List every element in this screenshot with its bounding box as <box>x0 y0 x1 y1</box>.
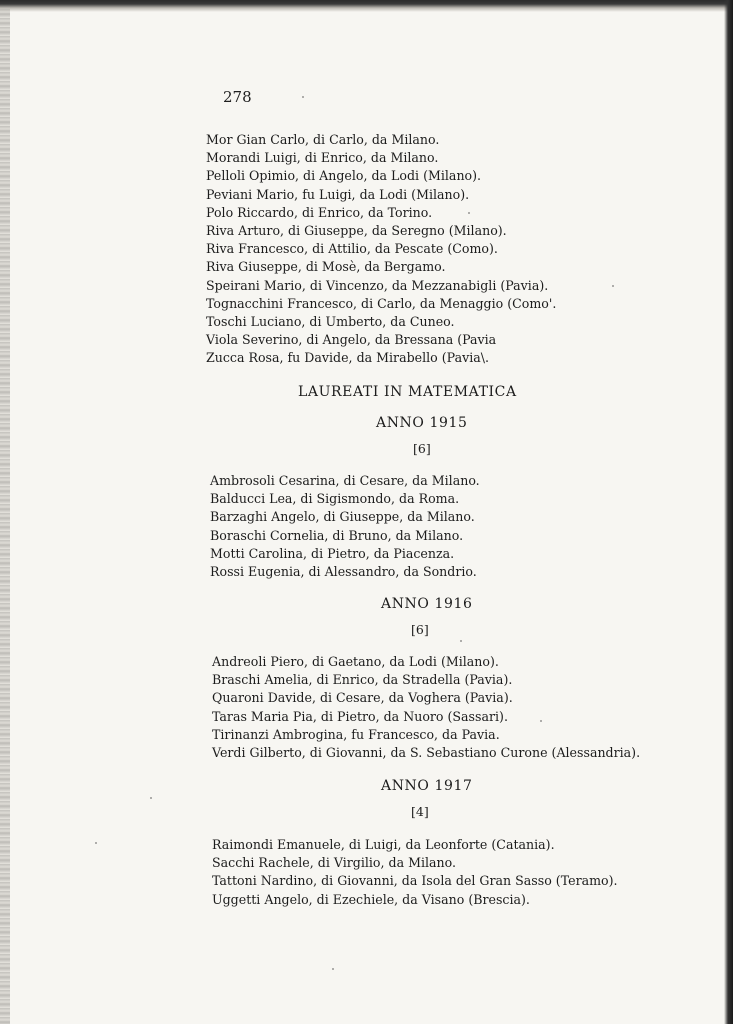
list-item: Braschi Amelia, di Enrico, da Stradella (Pavia). <box>212 672 513 688</box>
list-item: Boraschi Cornelia, di Bruno, da Milano. <box>210 527 464 543</box>
list-item: Verdi Gilberto, di Giovanni, da S. Sebastiano Curone (Alessandria). <box>212 745 641 761</box>
list-item: Uggetti Angelo, di Ezechiele, da Visano (Brescia). <box>212 891 530 907</box>
list-item: Sacchi Rachele, di Virgilio, da Milano. <box>212 855 457 871</box>
continued-name-list <box>206 131 556 368</box>
scan-speck <box>612 285 614 287</box>
list-item: Barzaghi Angelo, di Giuseppe, da Milano. <box>210 509 475 525</box>
list-item: Rossi Eugenia, di Alessandro, da Sondrio. <box>210 564 477 580</box>
list-item: Speirani Mario, di Vincenzo, da Mezzanabigli (Pavia). <box>206 277 549 293</box>
name-list-1915 <box>210 472 480 581</box>
page-top-shadow <box>0 0 733 12</box>
scan-speck <box>540 720 542 722</box>
list-item: Toschi Luciano, di Umberto, da Cuneo. <box>206 314 455 330</box>
list-item: Pelloli Opimio, di Angelo, da Lodi (Milano). <box>206 168 482 184</box>
scan-speck <box>302 96 304 98</box>
list-item: Ambrosoli Cesarina, di Cesare, da Milano. <box>210 473 480 488</box>
page-right-shadow <box>724 0 733 1024</box>
list-item: Andreoli Piero, di Gaetano, da Lodi (Milano). <box>212 654 499 669</box>
list-item: Tattoni Nardino, di Giovanni, da Isola del Gran Sasso (Teramo). <box>212 873 618 889</box>
list-item: Viola Severino, di Angelo, da Bressana (Pavia <box>206 332 497 348</box>
year-heading-1915: ANNO 1915 <box>376 415 468 431</box>
year-heading-1916: ANNO 1916 <box>381 596 473 612</box>
year-count-1916: [6] <box>411 622 429 637</box>
section-title: LAUREATI IN MATEMATICA <box>298 384 517 400</box>
list-item: Peviani Mario, fu Luigi, da Lodi (Milano). <box>206 186 470 202</box>
list-item: Raimondi Emanuele, di Luigi, da Leonforte (Catania). <box>212 837 555 852</box>
scan-speck <box>150 797 152 799</box>
list-item: Riva Giuseppe, di Mosè, da Bergamo. <box>206 259 446 275</box>
list-item: Polo Riccardo, di Enrico, da Torino. <box>206 204 433 220</box>
scan-speck <box>95 842 97 844</box>
page-number: 278 <box>223 88 252 106</box>
list-item: Morandi Luigi, di Enrico, da Milano. <box>206 150 439 166</box>
list-item: Riva Francesco, di Attilio, da Pescate (Como). <box>206 241 498 257</box>
year-count-1915: [6] <box>413 441 431 456</box>
list-item: Balducci Lea, di Sigismondo, da Roma. <box>210 491 460 507</box>
list-item: Taras Maria Pia, di Pietro, da Nuoro (Sassari). <box>212 708 508 724</box>
year-heading-1917: ANNO 1917 <box>381 778 473 794</box>
name-list-1917 <box>212 836 618 909</box>
scan-speck <box>468 212 470 214</box>
list-item: Tirinanzi Ambrogina, fu Francesco, da Pavia. <box>212 726 500 742</box>
list-item: Quaroni Davide, di Cesare, da Voghera (Pavia). <box>212 690 513 706</box>
scan-speck <box>460 640 462 642</box>
page-left-edge <box>0 0 10 1024</box>
list-item: Motti Carolina, di Pietro, da Piacenza. <box>210 545 455 561</box>
list-item: Tognacchini Francesco, di Carlo, da Menaggio (Como'. <box>206 295 557 311</box>
year-count-1917: [4] <box>411 804 429 819</box>
list-item: Riva Arturo, di Giuseppe, da Seregno (Milano). <box>206 223 507 239</box>
list-item: Zucca Rosa, fu Davide, da Mirabello (Pavia\. <box>206 350 489 366</box>
name-list-1916 <box>212 653 640 762</box>
scan-speck <box>332 968 334 970</box>
list-item: Mor Gian Carlo, di Carlo, da Milano. <box>206 132 440 147</box>
